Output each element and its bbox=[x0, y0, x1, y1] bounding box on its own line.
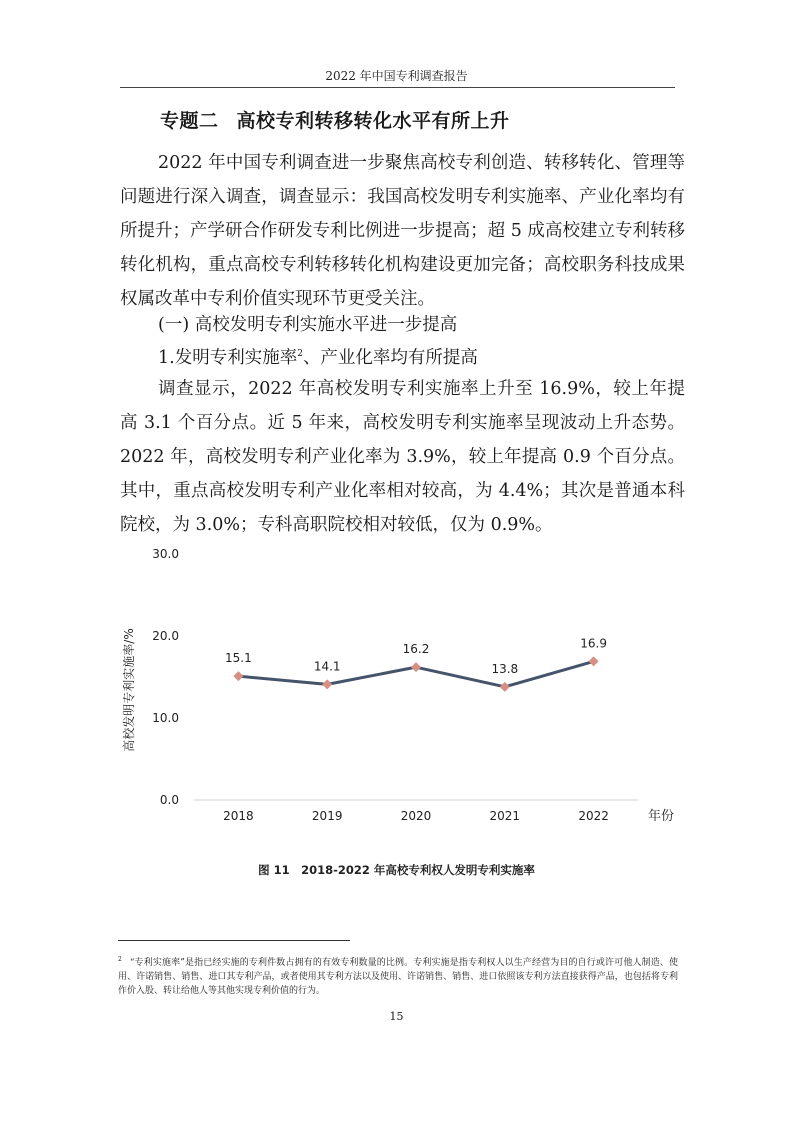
page-number: 15 bbox=[389, 1010, 404, 1023]
subheading-1: (一) 高校发明专利实施水平进一步提高 bbox=[158, 315, 458, 335]
figure-caption: 图 11 2018-2022 年高校专利权人发明专利实施率 bbox=[258, 863, 535, 877]
data-label: 14.1 bbox=[313, 659, 341, 674]
footnote-text: “专利实施率”是指已经实施的专利件数占拥有的有效专利数量的比例。专利实施是指专利权人以生产经营为目的自行或许可他人制造、使用、许诺销售、销售、进口其专利产品，或者使用其专利方法以及使用、许诺销售、销售、进口依照该专利方法直接获得产品，也包括将专利作价入股、转让给他人等其他实现专利价值的行为。 bbox=[118, 958, 678, 996]
data-point-marker bbox=[500, 682, 510, 692]
data-point-marker bbox=[589, 656, 599, 666]
footnote-mark: 2 bbox=[118, 956, 122, 963]
data-label: 15.1 bbox=[225, 651, 252, 666]
body-block bbox=[120, 372, 685, 542]
footnote-ref[interactable]: 2 bbox=[297, 349, 303, 360]
intro-paragraph: 2022 年中国专利调查进一步聚焦高校专利创造、转移转化、管理等问题进行深入调查，调查显示：我国高校发明专利实施率、产业化率均有所提升；产学研合作研发专利比例进一步提高；超 5 成高校建立专利转移转化机构，重点高校专利转移转化机构建设更加完备；高校职务科技成果权属改革中专利价值实现环节更受关注。 bbox=[120, 153, 685, 309]
x-tick-label: 2021 bbox=[489, 809, 521, 823]
subheading-2-text: 1.发明专利实施率 bbox=[158, 348, 298, 368]
footnote bbox=[118, 953, 678, 998]
data-label: 16.2 bbox=[402, 642, 430, 657]
data-point-marker bbox=[322, 679, 332, 689]
y-tick-label: 30.0 bbox=[152, 547, 179, 561]
y-tick-label: 10.0 bbox=[152, 711, 179, 725]
header-divider bbox=[120, 87, 675, 88]
line-chart bbox=[118, 540, 678, 840]
intro-block bbox=[120, 146, 685, 316]
y-axis-ticks bbox=[152, 547, 179, 807]
y-axis-label: 高校发明专利实施率/% bbox=[122, 628, 136, 752]
data-label: 13.8 bbox=[491, 661, 519, 676]
subheading-2 bbox=[158, 344, 478, 369]
section-title: 高校专利转移转化水平有所上升 bbox=[236, 110, 510, 132]
data-point-marker bbox=[411, 662, 421, 672]
x-axis-ticks bbox=[223, 809, 609, 823]
data-point-marker bbox=[233, 671, 243, 681]
y-tick-label: 0.0 bbox=[159, 793, 179, 807]
body-paragraph: 调查显示，2022 年高校发明专利实施率上升至 16.9%，较上年提高 3.1 个百分点。近 5 年来，高校发明专利实施率呈现波动上升态势。2022 年，高校发明专利产业化率为 3.9%，较上年提高 0.9 个百分点。其中，重点高校发明专利产业化率相对较高，为 4.4%；其次是普通本科院校，为 3.0%；专科高职院校相对较低，仅为 0.9%。 bbox=[120, 379, 685, 535]
x-axis-label: 年份 bbox=[648, 809, 675, 824]
section-heading bbox=[160, 106, 510, 133]
subheading-2-rest: 、产业化率均有所提高 bbox=[302, 348, 478, 368]
x-tick-label: 2018 bbox=[223, 809, 254, 823]
section-number: 专题二 bbox=[160, 110, 219, 132]
data-label: 16.9 bbox=[580, 636, 607, 651]
x-tick-label: 2020 bbox=[400, 809, 432, 823]
y-tick-label: 20.0 bbox=[152, 629, 179, 643]
x-tick-label: 2019 bbox=[311, 809, 343, 823]
footnote-divider bbox=[118, 940, 350, 941]
x-tick-label: 2022 bbox=[578, 809, 609, 823]
page-header-title: 2022 年中国专利调查报告 bbox=[325, 69, 468, 83]
